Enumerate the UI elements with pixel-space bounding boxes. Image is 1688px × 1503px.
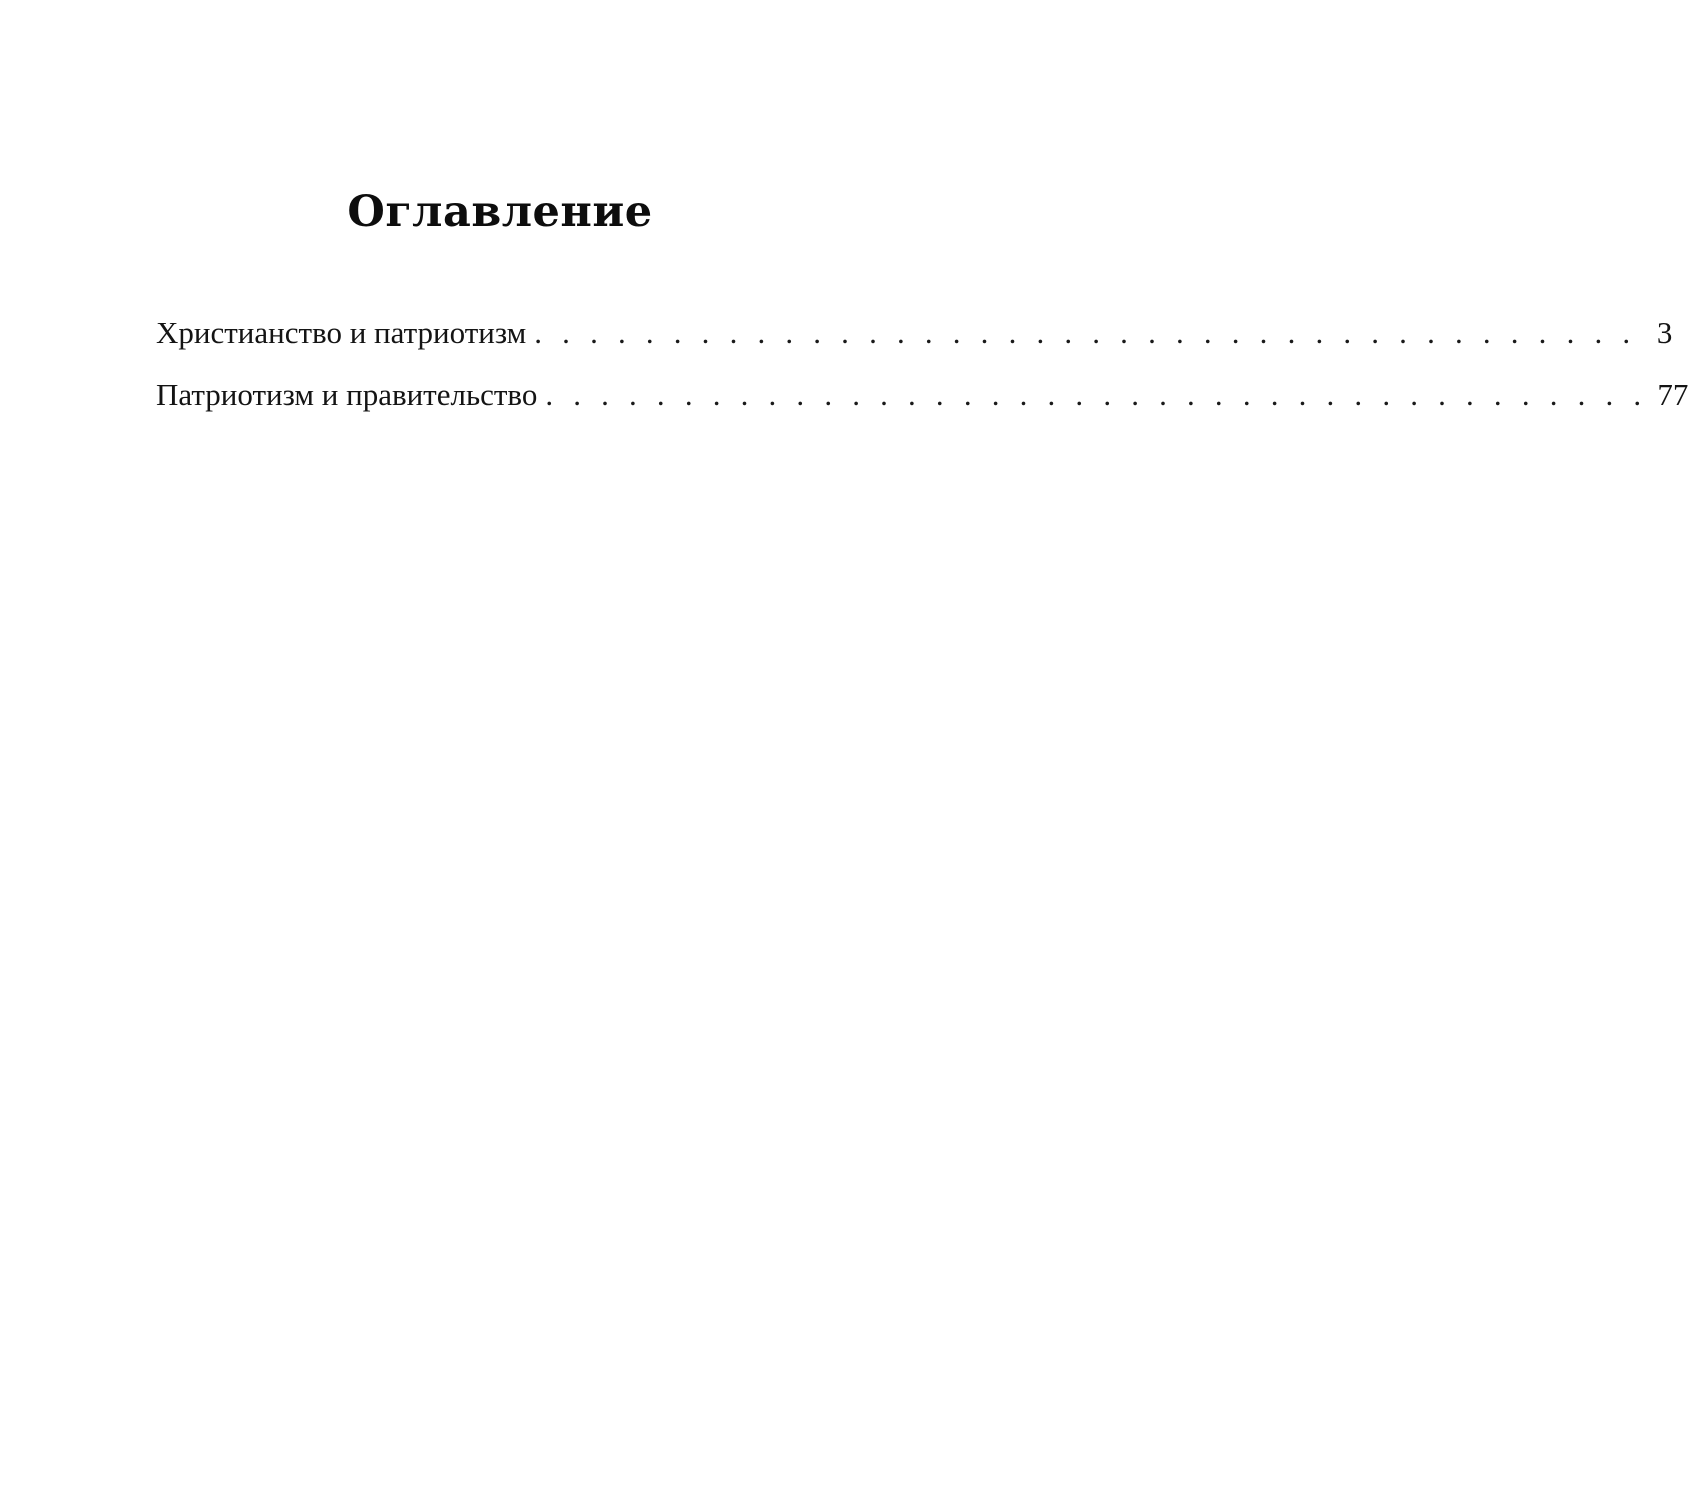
toc-entry-page-number: 77 xyxy=(1657,377,1688,412)
toc-dot-leader: . . . . . . . . . . . . . . . . . . . . . . . . . . . . . . . . . . . . . . . . xyxy=(545,377,1648,412)
page-title: Оглавление xyxy=(347,187,653,237)
toc-entry-label: Патриотизм и правительство xyxy=(156,377,538,412)
table-of-contents xyxy=(156,311,1688,435)
toc-entry-page-number: 3 xyxy=(1656,315,1673,350)
toc-entry[interactable] xyxy=(156,311,1673,355)
toc-entry[interactable] xyxy=(156,373,1688,417)
toc-entry-label: Христианство и патриотизм xyxy=(156,315,527,350)
toc-dot-leader: . . . . . . . . . . . . . . . . . . . . . . . . . . . . . . . . . . . . . . . . xyxy=(534,315,1637,350)
